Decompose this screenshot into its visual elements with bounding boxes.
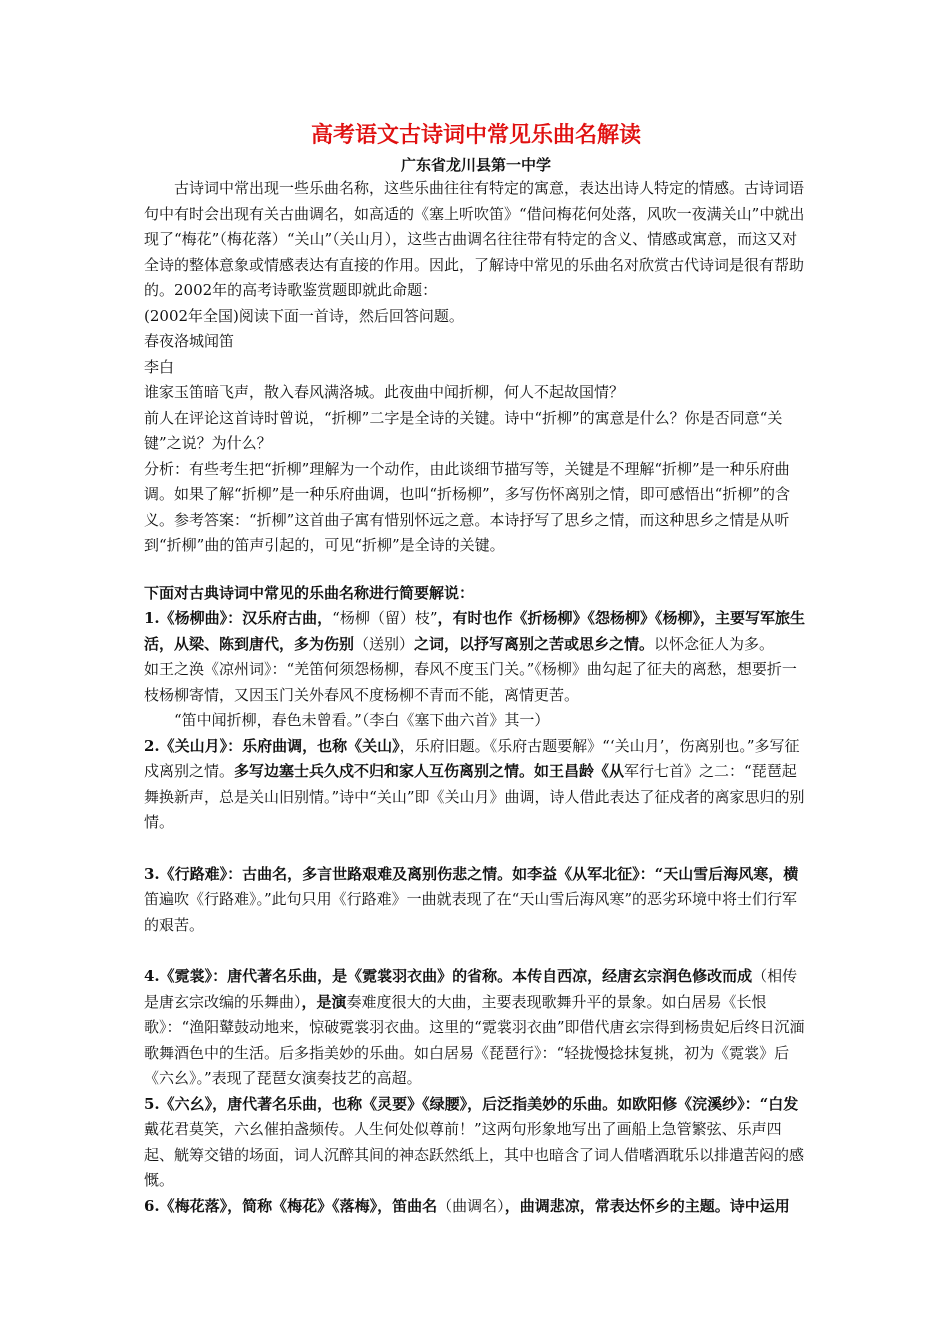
question-paragraph: 前人在评论这首诗时曾说，“折柳”二字是全诗的关键。诗中“折柳”的寓意是什么？你是否同意“关键”之说？为什么？ <box>144 408 783 452</box>
item-3: 3.《行路难》：古曲名，多言世路艰难及离别伤悲之情。如李益《从军北征》：“天山雪后海风寒，横笛遍吹《行路难》。”此句只用《行路难》一曲就表现了在“天山雪后海风寒”的恶劣环境中将士们行军的艰苦。 <box>144 864 799 934</box>
item-1: 1.《杨柳曲》：汉乐府古曲，“杨柳（留）枝”，有时也作《折杨柳》《怨杨柳》《杨柳》，主要写军旅生活，从梁、陈到唐代，多为伤别（送别）之词，以抒写离别之苦或思乡之情。以怀念征人为多。 <box>144 609 806 653</box>
item-1-example: 如王之涣《凉州词》：“羌笛何须怨杨柳，春风不度玉门关。”《杨柳》曲勾起了征夫的离愁，想要折一枝杨柳寄情，又因玉门关外春风不度杨柳不青而不能，离情更苦。 <box>144 660 797 704</box>
intro-paragraph: 古诗词中常出现一些乐曲名称，这些乐曲往往有特定的寓意，表达出诗人特定的情感。古诗词语句中有时会出现有关古曲调名，如高适的《塞上听吹笛》“借问梅花何处落，风吹一夜满关山”中就出现了“梅花”（梅花落）“关山”（关山月），这些古曲调名往往带有特定的含义、情感或寓意，而这又对全诗的整体意象或情感表达有直接的作用。因此，了解诗中常见的乐曲名对欣赏古代诗词是很有帮助的。2002年的高考诗歌鉴赏题即就此命题： <box>144 179 805 299</box>
spacer <box>144 938 808 964</box>
document-body <box>144 120 808 1219</box>
analysis-paragraph: 分析：有些考生把“折柳”理解为一个动作，由此谈细节描写等，关键是不理解“折柳”是一种乐府曲调。如果了解“折柳”是一种乐府曲调，也叫“折杨柳”，多写伤怀离别之情，即可感悟出“折柳”的含义。参考答案：“折柳”这首曲子寓有惜别怀远之意。本诗抒写了思乡之情，而这种思乡之情是从听到“折柳”曲的笛声引起的，可见“折柳”是全诗的关键。 <box>144 459 791 554</box>
spacer <box>144 836 808 862</box>
school-name: 广东省龙川县第一中学 <box>400 156 551 174</box>
item-2: 2.《关山月》：乐府曲调，也称《关山》，乐府旧题。《乐府古题要解》“‘关山月’，伤离别也。”多写征戍离别之情。多写边塞士兵久戍不归和家人互伤离别之情。如王昌龄《从军行七首》之二：“琵琶起舞换新声，总是关山旧别情。”诗中“关山”即《关山月》曲调，诗人借此表达了征戍者的离家思归的别情。 <box>144 736 805 831</box>
section-heading: 下面对古典诗词中常见的乐曲名称进行简要解说： <box>144 583 475 602</box>
item-5: 5.《六幺》，唐代著名乐曲，也称《灵要》《绿腰》，后泛指美妙的乐曲。如欧阳修《浣溪纱》：“白发戴花君莫笑，六幺催拍盏频传。人生何处似尊前！”这两句形象地写出了画船上急管繁弦、乐声四起、觥筹交错的场面，词人沉醉其间的神态跃然纸上，其中也暗含了词人借嗜酒耽乐以排遣苦闷的感慨。 <box>144 1094 805 1189</box>
exam-line: (2002年全国)阅读下面一首诗，然后回答问题。 <box>144 306 464 325</box>
spacer <box>144 559 808 581</box>
poem-title: 春夜洛城闻笛 <box>144 332 235 350</box>
poem-author: 李白 <box>144 357 175 376</box>
item-6: 6.《梅花落》，简称《梅花》《落梅》，笛曲名（曲调名），曲调悲凉，常表达怀乡的主题。诗中运用 <box>144 1196 790 1215</box>
item-1-quote: “笛中闻折柳，春色未曾看。”（李白《塞下曲六首》其一） <box>174 711 550 729</box>
page-title: 高考语文古诗词中常见乐曲名解读 <box>310 122 641 148</box>
poem-text: 谁家玉笛暗飞声，散入春风满洛城。此夜曲中闻折柳，何人不起故国情？ <box>144 383 625 401</box>
item-4: 4.《霓裳》：唐代著名乐曲，是《霓裳羽衣曲》的省称。本传自西凉，经唐玄宗润色修改而成（相传是唐玄宗改编的乐舞曲），是演奏难度很大的大曲，主要表现歌舞升平的景象。如白居易《长恨歌》：“渔阳鼙鼓动地来，惊破霓裳羽衣曲。这里的“霓裳羽衣曲”即借代唐玄宗得到杨贵妃后终日沉湎歌舞酒色中的生活。后多指美妙的乐曲。如白居易《琵琶行》：“轻拢慢捻抹复挑，初为《霓裳》后《六幺》。”表现了琵琶女演奏技艺的高超。 <box>144 967 805 1087</box>
